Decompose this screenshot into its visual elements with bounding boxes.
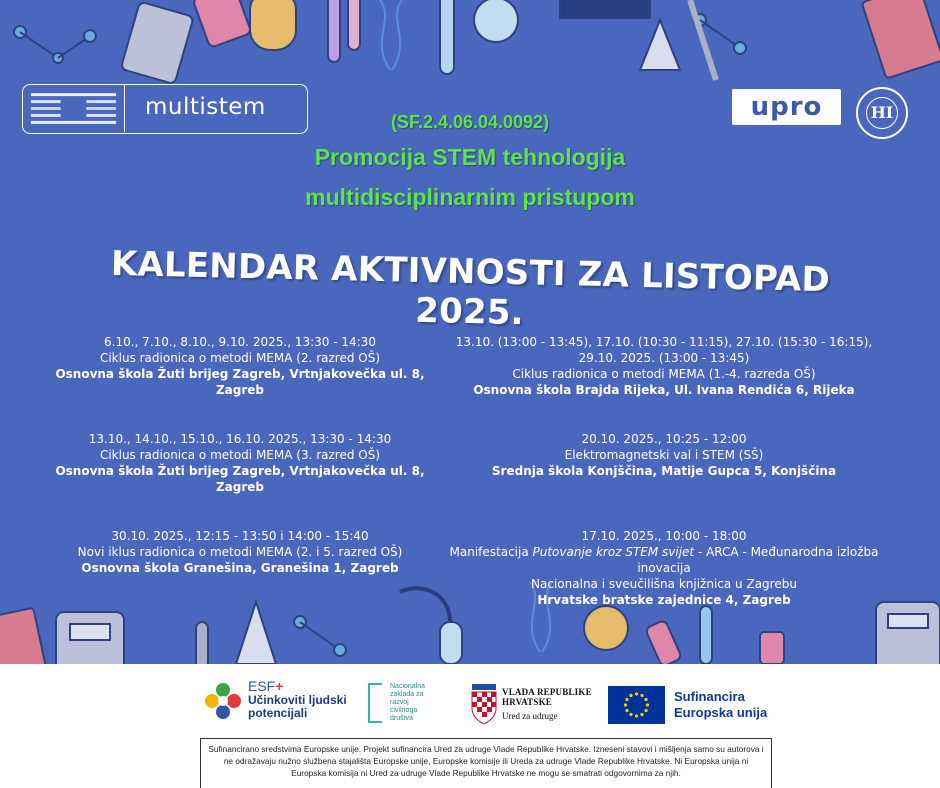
vlada-line2: HRVATSKE: [502, 697, 552, 707]
eu-star-icon: [635, 714, 638, 717]
vlada-line1: VLADA REPUBLIKE: [502, 687, 592, 697]
esf-program-name: [248, 694, 347, 720]
event-card: [448, 431, 880, 479]
croatian-coat-of-arms-icon: [470, 684, 498, 724]
esf-text: ESF: [248, 678, 276, 694]
eu-star-icon: [635, 692, 638, 695]
eu-star-icon: [625, 698, 628, 701]
esf-program-line1: Učinkoviti ljudski: [248, 693, 347, 707]
event-date: 17.10. 2025., 10:00 - 18:00: [581, 529, 747, 543]
event-date: 13.10., 14.10., 15.10., 16.10. 2025., 13:30 - 14:30: [88, 432, 392, 446]
eu-cofunded-logo: [608, 686, 770, 724]
eu-star-icon: [629, 713, 632, 716]
event-date-continued: 29.10. 2025. (13:00 - 13:45): [578, 351, 750, 365]
seal-monogram: HI: [866, 97, 898, 129]
nz-line: Nacionalna: [390, 683, 426, 690]
event-card: [40, 334, 440, 398]
funding-disclaimer: Sufinancirano sredstvima Europske unije. Projekt sufinancira Ured za udruge Vlade Republike Hrvatske. Izneseni stavovi i mišljenja samo su autorova i ne odražavaju nužno službena stajališta Europske unije, Europske komisije ili Ureda za udruge Vlade Republike Hrvatske. Ni Europska unija ni Europska komisija ni Ured za udruge Vlade Republike Hrvatske ne mogu se smatrati odgovornima za njih.: [200, 738, 772, 788]
multistem-wordmark: multistem: [145, 94, 266, 120]
event-location: Osnovna škola Brajda Rijeka, Ul. Ivana Rendića 6, Rijeka: [473, 383, 855, 397]
event-date: 6.10., 7.10., 8.10., 9.10. 2025., 13:30 - 14:30: [104, 335, 376, 349]
event-activity: Ciklus radionica o metodi MEMA (3. razred OŠ): [99, 448, 381, 462]
event-activity: Ciklus radionica o metodi MEMA (2. razred OŠ): [99, 351, 381, 365]
esf-plus: +: [275, 678, 284, 694]
eu-star-icon: [644, 698, 647, 701]
event-activity-venue: Nacionalna i sveučilišna knjižnica u Zagrebu: [531, 577, 797, 591]
eu-star-icon: [624, 703, 627, 706]
event-activity: Ciklus radionica o metodi MEMA (1.-4. razreda OŠ): [512, 367, 816, 381]
eu-star-icon: [640, 713, 643, 716]
eu-star-icon: [644, 709, 647, 712]
event-date: 13.10. (13:00 - 13:45), 17.10. (10:30 - 11:15), 27.10. (15:30 - 16:15),: [455, 335, 873, 349]
event-activity-suffix: - ARCA - Međunarodna izložba inovacija: [637, 545, 879, 575]
event-activity: Novi iklus radionica o metodi MEMA (2. i 5. razred OŠ): [77, 545, 403, 559]
event-location: Osnovna škola Granešina, Granešina 1, Zagreb: [81, 561, 399, 575]
event-date: 30.10. 2025., 12:15 - 13:50 i 14:00 - 15:40: [111, 529, 369, 543]
event-location: Osnovna škola Žuti brijeg Zagreb, Vrtnjakovečka ul. 8, Zagreb: [55, 367, 425, 397]
event-activity-prefix: Manifestacija: [449, 545, 533, 559]
event-activity-title: Putovanje kroz STEM svijet: [532, 545, 695, 559]
event-card: [40, 431, 440, 495]
calendar-headline: KALENDAR AKTIVNOSTI ZA LISTOPAD 2025.: [110, 243, 831, 334]
event-location: Srednja škola Konjščina, Matije Gupca 5, Konjščina: [491, 464, 837, 478]
eu-cofunded-text: [674, 689, 767, 721]
event-card: [448, 528, 880, 608]
event-card: [40, 528, 440, 576]
science-doodles-top: [0, 0, 940, 90]
eu-star-icon: [640, 694, 643, 697]
eu-star-icon: [629, 694, 632, 697]
vlada-rh-logo: [470, 684, 600, 726]
nz-line: društva: [390, 715, 413, 722]
nz-line: razvoj: [390, 699, 409, 706]
nacionalna-zaklada-text: [390, 683, 425, 723]
project-title-line1: Promocija STEM tehnologija: [314, 144, 626, 170]
esf-flower-icon: [204, 682, 242, 720]
event-date: 20.10. 2025., 10:25 - 12:00: [581, 432, 747, 446]
event-activity: Elektromagnetski val i STEM (SŠ): [564, 448, 764, 462]
nz-line: civilnoga: [390, 707, 418, 714]
vlada-title: [502, 687, 592, 707]
event-activity: [448, 544, 880, 576]
esf-program-line2: potencijali: [248, 706, 308, 720]
esf-label: [248, 678, 283, 694]
nz-line: zaklada za: [390, 691, 424, 698]
esf-logo: [204, 678, 354, 724]
bracket-icon: [368, 683, 382, 723]
project-title-line2: multidisciplinarnim pristupom: [305, 184, 635, 210]
eu-line2: Europska unija: [674, 705, 768, 720]
nacionalna-zaklada-logo: [368, 681, 448, 725]
project-code: (SF.2.4.06.04.0092): [390, 112, 550, 132]
event-location: Hrvatske bratske zajednice 4, Zagreb: [537, 593, 791, 607]
vlada-office: Ured za udruge: [502, 711, 558, 721]
event-location: Osnovna škola Žuti brijeg Zagreb, Vrtnjakovečka ul. 8, Zagreb: [55, 464, 425, 494]
upro-logo: upro: [732, 89, 841, 125]
eu-star-icon: [625, 709, 628, 712]
eu-star-icon: [646, 703, 649, 706]
event-card: [448, 334, 880, 398]
eu-line1: Sufinancira: [674, 689, 745, 704]
eu-flag-icon: [608, 686, 665, 724]
